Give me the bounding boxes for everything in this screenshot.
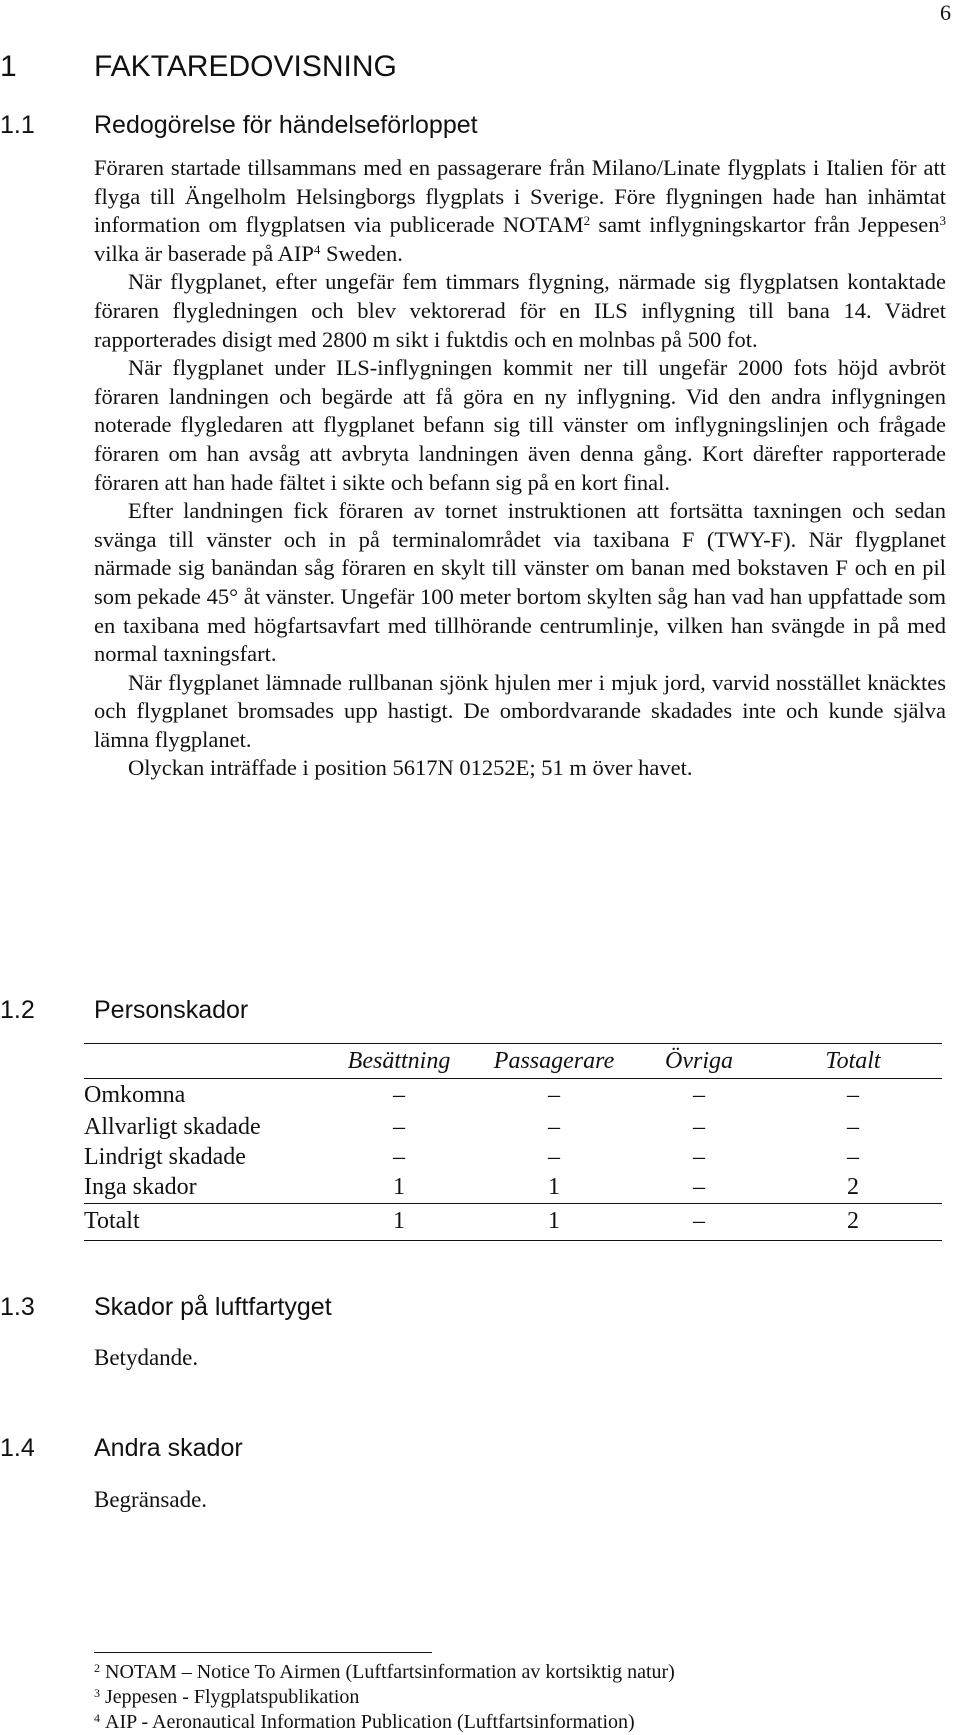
section-title: Andra skador bbox=[94, 1434, 243, 1462]
section-number: 1.3 bbox=[0, 1293, 35, 1321]
paragraph: Efter landningen fick föraren av tornet instruktionen att fortsätta taxningen och sedan svänga till vänster och in på terminalområdet via taxibana F (TWY-F). När flygplanet närmade sig banändan såg föraren en skylt till vänster om banan med bokstaven F och en pil som pekade 45° åt vänster. Ungefär 100 meter bortom skylten såg han vad han uppfattade som en taxibana med högfartsavfart med tillhörande centrumlinje, vilken han svängde in på med normal taxningsfart. bbox=[94, 498, 946, 667]
table-cell: 2 bbox=[764, 1203, 942, 1240]
table-row bbox=[84, 1079, 942, 1113]
footnote-number: 2 bbox=[94, 1661, 100, 1675]
injury-table bbox=[84, 1043, 942, 1241]
paragraph bbox=[94, 154, 946, 268]
section-title: Personskador bbox=[94, 996, 249, 1024]
table-row bbox=[84, 1173, 942, 1204]
table-row bbox=[84, 1143, 942, 1173]
table-cell: 1 bbox=[393, 1174, 405, 1200]
text-run: vilka är baserade på AIP bbox=[94, 240, 314, 266]
text-run: Föraren startade tillsammans med en passagerare från Milano/Linate flygplats i Italien för att flyga till Ängelholm Helsingborgs flygplats i Sverige. Före flygningen hade han inhämtat information om flygplatsen via publicerade NOTAM bbox=[94, 155, 946, 238]
footnote-ref[interactable]: 4 bbox=[313, 241, 321, 257]
section-heading-1-2 bbox=[0, 996, 248, 1025]
table-total-row bbox=[84, 1203, 942, 1240]
table-cell: – bbox=[847, 1114, 859, 1140]
column-header: Besättning bbox=[324, 1044, 474, 1079]
section-number: 1.2 bbox=[0, 996, 35, 1024]
section-heading-1-4 bbox=[0, 1434, 243, 1463]
footnote-text: AIP - Aeronautical Information Publication (Luftfartsinformation) bbox=[105, 1711, 635, 1733]
table-row bbox=[84, 1113, 942, 1143]
text-run: Sweden. bbox=[320, 240, 403, 266]
footnote bbox=[94, 1685, 675, 1710]
table-cell: 1 bbox=[548, 1174, 560, 1200]
section-heading-1-1 bbox=[0, 111, 478, 140]
section-number: 1.4 bbox=[0, 1434, 35, 1462]
footnote bbox=[94, 1710, 675, 1735]
table-cell: – bbox=[693, 1144, 705, 1170]
row-label: Lindrigt skadade bbox=[84, 1144, 246, 1170]
row-label: Totalt bbox=[84, 1203, 324, 1240]
section-1-1-body bbox=[94, 154, 946, 783]
table-header-row bbox=[84, 1044, 942, 1079]
section-number: 1 bbox=[0, 50, 17, 83]
table-cell: – bbox=[693, 1174, 705, 1200]
footnote-number: 3 bbox=[94, 1686, 100, 1700]
column-header: Övriga bbox=[634, 1044, 764, 1079]
section-heading-1 bbox=[0, 50, 397, 84]
row-label: Allvarligt skadade bbox=[84, 1114, 261, 1140]
row-label: Omkomna bbox=[84, 1082, 186, 1109]
footnote bbox=[94, 1660, 675, 1685]
table-cell: – bbox=[693, 1082, 705, 1109]
footnote-number: 4 bbox=[94, 1711, 100, 1725]
paragraph: När flygplanet lämnade rullbanan sjönk hjulen mer i mjuk jord, varvid nosstället knäcktes och flygplanet bromsades upp hastigt. De ombordvarande skadades inte och kunde själva lämna flygplanet. bbox=[94, 669, 946, 752]
section-number: 1.1 bbox=[0, 111, 35, 139]
section-1-4-text: Begränsade. bbox=[94, 1487, 208, 1512]
section-title: Skador på luftfartyget bbox=[94, 1293, 332, 1321]
table-cell: – bbox=[693, 1114, 705, 1140]
column-header: Passagerare bbox=[474, 1044, 634, 1079]
table-cell: – bbox=[847, 1082, 859, 1109]
footnote-text: NOTAM – Notice To Airmen (Luftfartsinformation av kortsiktig natur) bbox=[105, 1661, 675, 1683]
table-cell: – bbox=[634, 1203, 764, 1240]
table-cell: 1 bbox=[474, 1203, 634, 1240]
footnote-ref[interactable]: 3 bbox=[939, 213, 946, 229]
table-cell: 2 bbox=[847, 1174, 859, 1200]
paragraph: När flygplanet under ILS-inflygningen kommit ner till ungefär 2000 fots höjd avbröt föraren landningen och begärde att få göra en ny inflygning. Vid den andra inflygningen noterade flygledaren att flygplanet befann sig till vänster om inflygningslinjen och frågade föraren om han avsåg att avbryta landningen även denna gång. Kort därefter rapporterade föraren att han hade fältet i sikte och befann sig på en kort final. bbox=[94, 355, 946, 495]
table-cell: – bbox=[548, 1082, 560, 1109]
table-cell: – bbox=[393, 1144, 405, 1170]
table-cell: 1 bbox=[324, 1203, 474, 1240]
paragraph: När flygplanet, efter ungefär fem timmars flygning, närmade sig flygplatsen kontaktade föraren flygledningen och blev vektorerad för en ILS inflygning till bana 14. Vädret rapporterades disigt med 2800 m sikt i fuktdis och en molnbas på 500 fot. bbox=[94, 269, 946, 352]
table-cell: – bbox=[393, 1114, 405, 1140]
table-cell: – bbox=[548, 1144, 560, 1170]
footnote-separator bbox=[94, 1652, 432, 1653]
row-label: Inga skador bbox=[84, 1174, 197, 1200]
column-header: Totalt bbox=[764, 1044, 942, 1079]
footnotes bbox=[94, 1660, 675, 1735]
section-1-3-text: Betydande. bbox=[94, 1345, 199, 1370]
table-cell: – bbox=[548, 1114, 560, 1140]
section-title: Redogörelse för händelseförloppet bbox=[94, 111, 478, 139]
footnote-ref[interactable]: 2 bbox=[583, 213, 591, 229]
footnote-text: Jeppesen - Flygplatspublikation bbox=[105, 1686, 360, 1708]
table-cell: – bbox=[847, 1144, 859, 1170]
page-number: 6 bbox=[940, 0, 951, 25]
paragraph: Olyckan inträffade i position 5617N 01252E; 51 m över havet. bbox=[128, 755, 693, 781]
section-heading-1-3 bbox=[0, 1293, 332, 1322]
section-title: FAKTAREDOVISNING bbox=[94, 50, 397, 83]
table-cell: – bbox=[393, 1082, 405, 1109]
text-run: samt inflygningskartor från Jeppesen bbox=[590, 212, 940, 238]
column-header bbox=[84, 1044, 324, 1079]
